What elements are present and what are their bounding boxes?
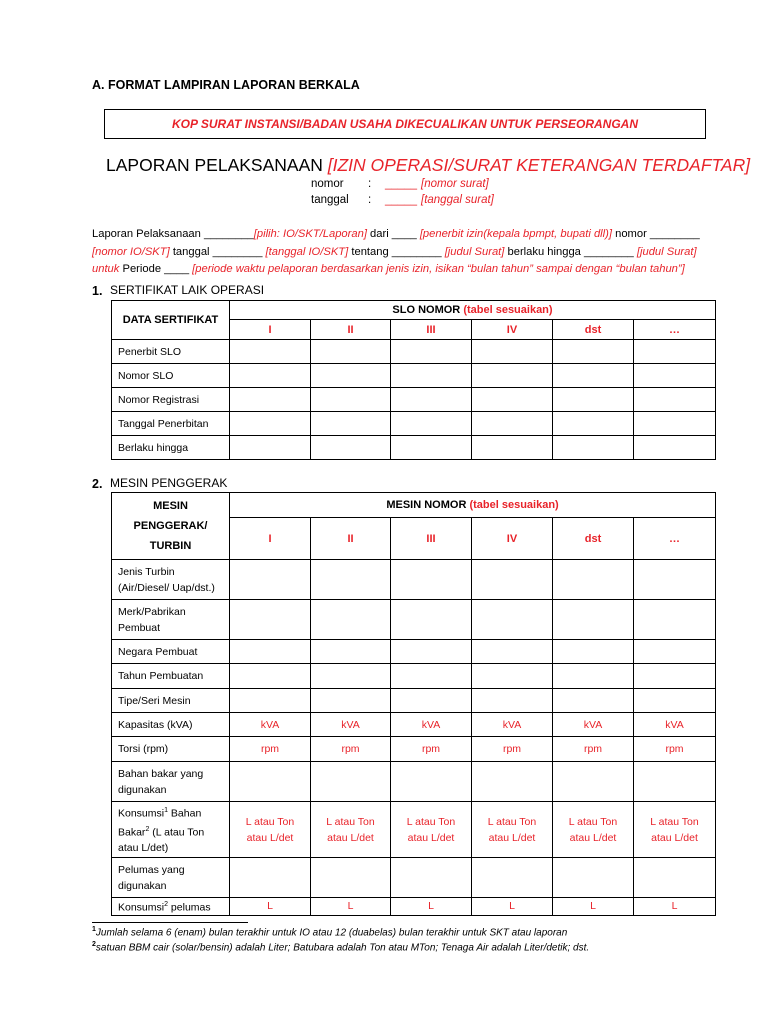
slo-cell[interactable]: [634, 388, 716, 412]
slo-col-4: IV: [472, 320, 553, 340]
mesin-cell[interactable]: [472, 640, 553, 664]
konsumsi-pelumas-cell[interactable]: L: [634, 898, 716, 916]
para-text-2: dari ____: [366, 228, 420, 240]
slo-cell[interactable]: [472, 436, 553, 460]
mesin-cell[interactable]: [553, 560, 634, 600]
mesin-cell[interactable]: [472, 762, 553, 802]
footnote-text: satuan BBM cair (solar/bensin) adalah Liter; Batubara adalah Ton atau MTon; Tenaga Air adalah Liter/detik; dst.: [95, 942, 590, 954]
mesin-cell[interactable]: [553, 858, 634, 898]
mesin-cell[interactable]: [230, 689, 311, 713]
para-text-6: berlaku hingga ________: [504, 245, 637, 258]
footnote-ref: 2: [164, 901, 169, 908]
kapasitas-cell[interactable]: kVA: [230, 713, 311, 737]
title-prefix: LAPORAN PELAKSANAAN: [106, 155, 328, 175]
mesin-cell[interactable]: [230, 664, 311, 689]
slo-cell[interactable]: [553, 364, 634, 388]
para-text-3: nomor ________: [611, 228, 700, 240]
meta-tanggal-label: tanggal: [311, 194, 349, 206]
slo-group-header-note: (tabel sesuaikan): [463, 304, 553, 316]
mesin-row-label: [112, 802, 230, 858]
bahan-label: Bahan Bakar: [118, 807, 202, 838]
mesin-cell[interactable]: [553, 600, 634, 640]
footnote-ref: 1: [164, 807, 169, 814]
slo-cell[interactable]: [553, 340, 634, 364]
slo-col-5: dst: [553, 320, 634, 340]
kapasitas-cell[interactable]: kVA: [472, 713, 553, 737]
slo-cell[interactable]: [391, 364, 472, 388]
mesin-cell[interactable]: [391, 560, 472, 600]
slo-cell[interactable]: [311, 436, 391, 460]
mesin-cell[interactable]: [553, 664, 634, 689]
meta-nomor-label: nomor: [311, 178, 344, 190]
konsumsi-bbm-cell[interactable]: L atau Ton atau L/det: [230, 802, 311, 858]
mesin-cell[interactable]: [230, 858, 311, 898]
meta-tanggal-blank: _____: [385, 194, 417, 206]
kop-surat-text: KOP SURAT INSTANSI/BADAN USAHA DIKECUALIKAN UNTUK PERSEORANGAN: [171, 117, 638, 131]
mesin-cell[interactable]: [634, 600, 716, 640]
meta-nomor-colon: :: [368, 178, 372, 190]
mesin-cell[interactable]: [472, 689, 553, 713]
mesin-col-1: I: [230, 518, 311, 560]
slo-cell[interactable]: [634, 340, 716, 364]
meta-tanggal-value: [tanggal surat]: [421, 194, 494, 206]
slo-cell[interactable]: [311, 340, 391, 364]
konsumsi-bbm-cell[interactable]: L atau Ton atau L/det: [634, 802, 716, 858]
slo-cell[interactable]: [391, 436, 472, 460]
meta-nomor-blank: _____: [385, 178, 417, 190]
para-text-5: tentang ________: [348, 245, 445, 258]
torsi-cell[interactable]: rpm: [553, 737, 634, 762]
meta-tanggal-colon: :: [368, 194, 372, 206]
mesin-cell[interactable]: [311, 640, 391, 664]
konsumsi-bbm-cell[interactable]: L atau Ton atau L/det: [553, 802, 634, 858]
konsumsi-bbm-cell[interactable]: L atau Ton atau L/det: [472, 802, 553, 858]
slo-cell[interactable]: [472, 364, 553, 388]
konsumsi-label: Konsumsi: [118, 901, 165, 914]
mesin-cell[interactable]: [634, 560, 716, 600]
mesin-cell[interactable]: [230, 640, 311, 664]
slo-cell[interactable]: [230, 436, 311, 460]
slo-col-6: …: [634, 320, 716, 340]
page-title: [106, 155, 750, 176]
mesin-header-line-2: PENGGERAK/: [133, 520, 208, 532]
mesin-header-line-3: TURBIN: [149, 540, 192, 552]
slo-cell[interactable]: [230, 364, 311, 388]
pelumas-label: pelumas: [168, 901, 211, 914]
slo-cell[interactable]: [472, 388, 553, 412]
section2-title: MESIN PENGGERAK: [110, 476, 228, 490]
mesin-cell[interactable]: [472, 600, 553, 640]
section1-title: SERTIFIKAT LAIK OPERASI: [110, 283, 265, 297]
mesin-row-label: Tahun Pembuatan: [112, 664, 230, 689]
slo-cell[interactable]: [553, 436, 634, 460]
slo-table: [111, 300, 716, 460]
slo-cell[interactable]: [391, 412, 472, 436]
para-field-1: [pilih: IO/SKT/Laporan]: [253, 228, 367, 240]
slo-col-2: II: [311, 320, 391, 340]
torsi-cell[interactable]: rpm: [391, 737, 472, 762]
mesin-cell[interactable]: [634, 858, 716, 898]
slo-cell[interactable]: [634, 436, 716, 460]
torsi-cell[interactable]: rpm: [230, 737, 311, 762]
mesin-table: [111, 492, 716, 916]
footnote-2: [92, 941, 589, 953]
mesin-row-label: Merk/Pabrikan Pembuat: [112, 600, 230, 640]
slo-row-label: Nomor Registrasi: [112, 388, 230, 412]
slo-cell[interactable]: [391, 340, 472, 364]
mesin-col-3: III: [391, 518, 472, 560]
mesin-cell[interactable]: [311, 600, 391, 640]
mesin-cell[interactable]: [391, 664, 472, 689]
mesin-cell[interactable]: [311, 560, 391, 600]
mesin-row-label: [112, 898, 230, 916]
kapasitas-cell[interactable]: kVA: [634, 713, 716, 737]
para-text-4: tanggal ________: [169, 245, 266, 258]
section-title: A. FORMAT LAMPIRAN LAPORAN BERKALA: [92, 78, 360, 92]
mesin-row-label: Tipe/Seri Mesin: [112, 689, 230, 713]
slo-cell[interactable]: [472, 412, 553, 436]
slo-group-header: [230, 301, 716, 320]
torsi-cell[interactable]: rpm: [311, 737, 391, 762]
footnote-text: Jumlah selama 6 (enam) bulan terakhir untuk IO atau 12 (duabelas) bulan terakhir untuk SKT atau laporan: [95, 927, 568, 939]
mesin-cell[interactable]: [391, 600, 472, 640]
slo-header-label: DATA SERTIFIKAT: [112, 301, 230, 340]
section1-number: 1.: [92, 284, 103, 298]
para-field-2: [penerbit izin(kepala bpmpt, bupati dll)]: [419, 228, 612, 240]
mesin-col-2: II: [311, 518, 391, 560]
mesin-cell[interactable]: [311, 858, 391, 898]
mesin-cell[interactable]: [391, 640, 472, 664]
slo-cell[interactable]: [311, 388, 391, 412]
slo-row-label: Penerbit SLO: [112, 340, 230, 364]
mesin-cell[interactable]: [634, 640, 716, 664]
para-field-3: [nomor IO/SKT]: [92, 245, 170, 258]
slo-cell[interactable]: [553, 388, 634, 412]
mesin-cell[interactable]: [391, 858, 472, 898]
slo-row-label: Berlaku hingga: [112, 436, 230, 460]
mesin-cell[interactable]: [634, 762, 716, 802]
kapasitas-cell[interactable]: kVA: [553, 713, 634, 737]
mesin-cell[interactable]: [230, 600, 311, 640]
mesin-cell[interactable]: [391, 762, 472, 802]
mesin-cell[interactable]: [634, 664, 716, 689]
mesin-col-4: IV: [472, 518, 553, 560]
para-field-6: [judul Surat] untuk: [92, 245, 697, 275]
mesin-cell[interactable]: [472, 858, 553, 898]
konsumsi-pelumas-cell[interactable]: L: [230, 898, 311, 916]
footnote-mark: 1: [92, 926, 96, 933]
konsumsi-bbm-cell[interactable]: L atau Ton atau L/det: [391, 802, 472, 858]
mesin-col-6: …: [634, 518, 716, 560]
konsumsi-bbm-cell[interactable]: L atau Ton atau L/det: [311, 802, 391, 858]
footnote-ref: 2: [145, 825, 150, 833]
meta-nomor-value: [nomor surat]: [421, 178, 489, 190]
footnote-divider: [92, 922, 248, 923]
mesin-row-label: Torsi (rpm): [112, 737, 230, 762]
konsumsi-pelumas-cell[interactable]: L: [553, 898, 634, 916]
mesin-col-5: dst: [553, 518, 634, 560]
footnote-mark: 2: [92, 941, 96, 948]
title-bracket: [IZIN OPERASI/SURAT KETERANGAN TERDAFTAR]: [327, 155, 751, 175]
para-field-5: [judul Surat]: [444, 245, 505, 258]
mesin-cell[interactable]: [472, 560, 553, 600]
slo-cell[interactable]: [230, 388, 311, 412]
slo-group-header-text: SLO NOMOR: [392, 304, 464, 316]
mesin-cell[interactable]: [311, 664, 391, 689]
slo-cell[interactable]: [311, 364, 391, 388]
mesin-cell[interactable]: [472, 664, 553, 689]
slo-col-1: I: [230, 320, 311, 340]
mesin-cell[interactable]: [230, 762, 311, 802]
mesin-row-label: Jenis Turbin (Air/Diesel/ Uap/dst.): [112, 560, 230, 600]
slo-row-label: Tanggal Penerbitan: [112, 412, 230, 436]
mesin-header-label: [112, 493, 230, 560]
mesin-group-header-text: MESIN NOMOR: [386, 499, 470, 511]
mesin-row-label: Negara Pembuat: [112, 640, 230, 664]
slo-cell[interactable]: [311, 412, 391, 436]
mesin-row-label: Bahan bakar yang digunakan: [112, 762, 230, 802]
mesin-cell[interactable]: [553, 640, 634, 664]
slo-row-label: Nomor SLO: [112, 364, 230, 388]
slo-cell[interactable]: [472, 340, 553, 364]
kop-surat-box: [104, 109, 706, 139]
para-text-7: Periode ____: [119, 263, 193, 275]
mesin-header-line-1: MESIN: [153, 500, 188, 512]
para-text-1: Laporan Pelaksanaan ________: [92, 228, 254, 240]
torsi-cell[interactable]: rpm: [634, 737, 716, 762]
mesin-cell[interactable]: [311, 762, 391, 802]
unit-label: (L atau Ton atau L/det): [118, 826, 205, 854]
mesin-cell[interactable]: [553, 689, 634, 713]
mesin-row-label: Kapasitas (kVA): [112, 713, 230, 737]
kapasitas-cell[interactable]: kVA: [391, 713, 472, 737]
para-field-7: [periode waktu pelaporan berdasarkan jenis izin, isikan “bulan tahun” sampai dengan “bulan tahun”]: [192, 263, 685, 275]
section2-number: 2.: [92, 477, 103, 491]
mesin-group-header: [230, 493, 716, 518]
mesin-cell[interactable]: [391, 689, 472, 713]
konsumsi-pelumas-cell[interactable]: L: [472, 898, 553, 916]
mesin-cell[interactable]: [553, 762, 634, 802]
torsi-cell[interactable]: rpm: [472, 737, 553, 762]
slo-cell[interactable]: [230, 340, 311, 364]
slo-cell[interactable]: [391, 388, 472, 412]
konsumsi-pelumas-cell[interactable]: L: [311, 898, 391, 916]
kapasitas-cell[interactable]: kVA: [311, 713, 391, 737]
konsumsi-label: Konsumsi: [118, 807, 165, 820]
slo-col-3: III: [391, 320, 472, 340]
mesin-cell[interactable]: [230, 560, 311, 600]
slo-cell[interactable]: [634, 412, 716, 436]
intro-paragraph: [92, 226, 716, 279]
slo-cell[interactable]: [553, 412, 634, 436]
mesin-group-header-note: (tabel sesuaikan): [469, 499, 559, 511]
slo-cell[interactable]: [230, 412, 311, 436]
slo-cell[interactable]: [634, 364, 716, 388]
mesin-cell[interactable]: [311, 689, 391, 713]
konsumsi-pelumas-cell[interactable]: L: [391, 898, 472, 916]
mesin-cell[interactable]: [634, 689, 716, 713]
mesin-row-label: Pelumas yang digunakan: [112, 858, 230, 898]
footnote-1: [92, 926, 567, 938]
para-field-4: [tanggal IO/SKT]: [265, 245, 349, 258]
